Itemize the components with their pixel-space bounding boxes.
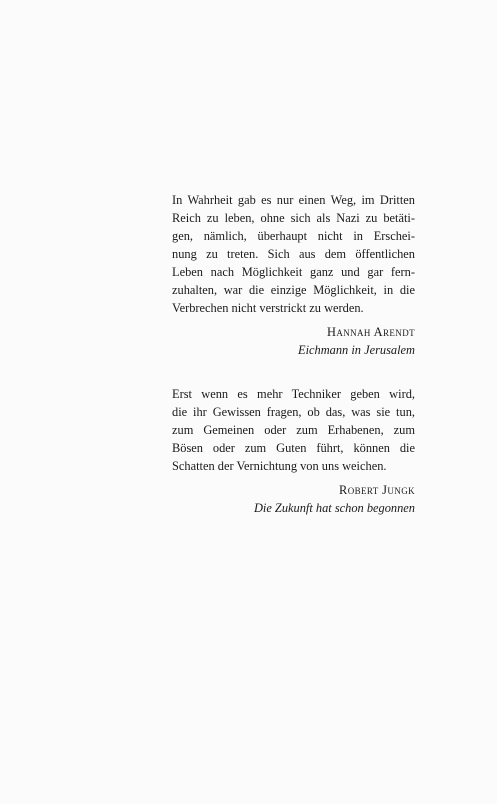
epigraph-text	[172, 191, 415, 317]
epigraph-line: zum Gemeinen oder zum Erhabenen, zum	[172, 423, 415, 437]
epigraph-line: zuhalten, war die einzige Möglichkeit, in die	[172, 283, 415, 297]
epigraph-author: Hannah Arendt	[326, 325, 415, 339]
epigraph-line: In Wahrheit gab es nur einen Weg, im Dritten	[172, 193, 415, 207]
epigraph-line: Leben nach Möglichkeit ganz und gar fern-	[172, 265, 415, 279]
epigraph-work-title: Die Zukunft hat schon begonnen	[253, 501, 415, 515]
epigraph-jungk	[172, 385, 415, 517]
epigraph-line: Verbrechen nicht verstrickt zu werden.	[172, 301, 364, 315]
epigraph-arendt	[172, 191, 415, 359]
epigraph-line: Schatten der Vernichtung von uns weichen.	[172, 459, 387, 473]
epigraph-line: gen, nämlich, überhaupt nicht in Erschei-	[172, 229, 415, 243]
epigraph-work-title: Eichmann in Jerusalem	[298, 343, 415, 357]
epigraph-author: Robert Jungk	[339, 483, 415, 497]
epigraph-line: die ihr Gewissen fragen, ob das, was sie tun,	[172, 405, 415, 419]
epigraph-text	[172, 385, 415, 475]
epigraph-line: Bösen oder zum Guten führt, können die	[172, 441, 415, 455]
epigraph-line: nung zu treten. Sich aus dem öffentlichen	[172, 247, 415, 261]
epigraph-line: Erst wenn es mehr Techniker geben wird,	[172, 387, 415, 401]
epigraph-attribution	[172, 323, 415, 359]
epigraph-attribution	[172, 481, 415, 517]
epigraph-line: Reich zu leben, ohne sich als Nazi zu betäti-	[172, 211, 415, 225]
